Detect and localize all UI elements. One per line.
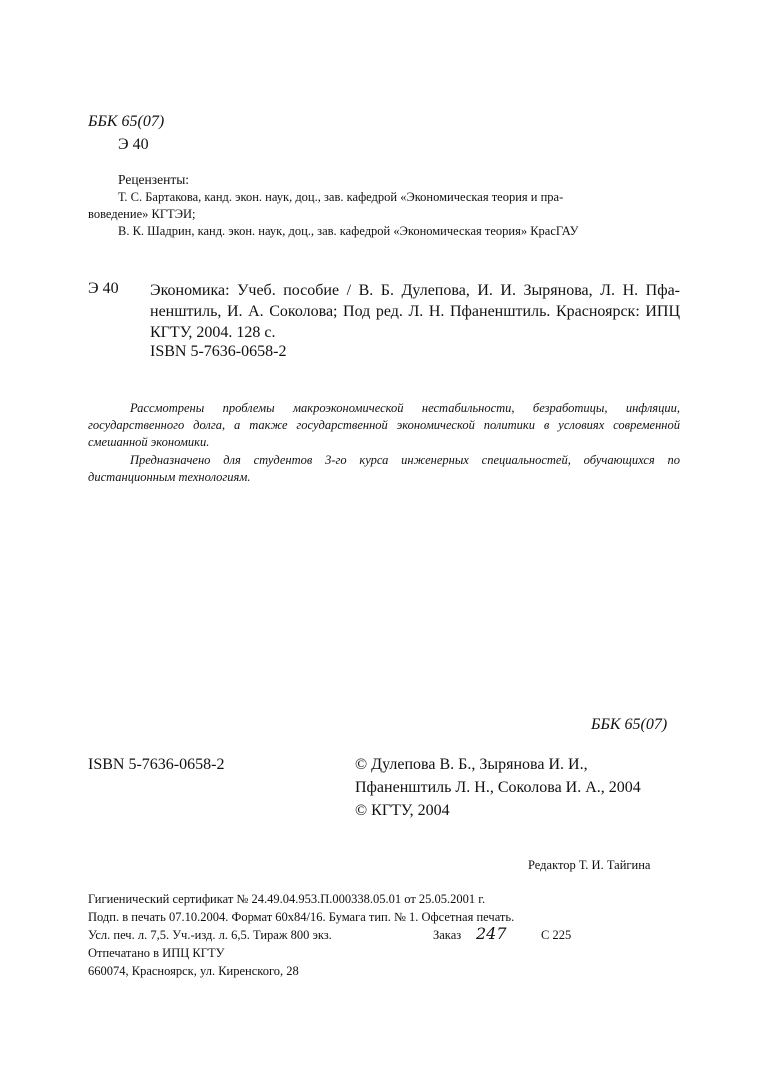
bibliographic-author-sign: Э 40 [88,280,119,297]
annotation-paragraph-1-text: Рассмотрены проблемы макроэкономической нестабильности, безработицы, инфляции, государственного долга, а также государственной экономической политики в условиях современной смешанной экономики. [88,401,680,449]
copyright-line-1: © Дулепова В. Б., Зырянова И. И., [355,756,588,773]
bibliographic-description: Экономика: Учеб. пособие / В. Б. Дулепова, И. И. Зырянова, Л. Н. Пфаненштиль, И. А. Соколова; Под ред. Л. Н. Пфаненштиль. Красноярск: ИПЦ КГТУ, 2004. 128 с. [150,282,680,341]
reviewer-1-line-2: воведение» КГТЭИ; [88,207,196,221]
author-sign-top: Э 40 [118,136,149,153]
reviewers-heading: Рецензенты: [118,172,190,187]
bibliographic-isbn: ISBN 5-7636-0658-2 [150,343,287,360]
annotation-paragraph-1 [88,400,680,451]
copyright-line-2: Пфаненштиль Л. Н., Соколова И. А., 2004 [355,779,641,796]
annotation-paragraph-2 [88,452,680,486]
copyright-line-3: © КГТУ, 2004 [355,802,450,819]
print-info: Подп. в печать 07.10.2004. Формат 60х84/16. Бумага тип. № 1. Офсетная печать. [88,910,515,924]
hygiene-certificate: Гигиенический сертификат № 24.49.04.953.П.000338.05.01 от 25.05.2001 г. [88,892,486,906]
reviewer-2: В. К. Шадрин, канд. экон. наук, доц., зав. кафедрой «Экономическая теория» КрасГАУ [118,224,579,238]
sheet-code: С 225 [541,928,572,942]
bbk-code-top: ББК 65(07) [88,113,165,130]
annotation-paragraph-2-text: Предназначено для студентов 3-го курса инженерных специальностей, обучающихся по дистанционным технологиям. [88,453,680,484]
order-number-handwritten: 247 [476,924,507,943]
sheets-info: Усл. печ. л. 7,5. Уч.-изд. л. 6,5. Тираж 800 экз. [88,928,332,942]
reviewer-1-line-1: Т. С. Бартакова, канд. экон. наук, доц., зав. кафедрой «Экономическая теория и пра- [118,190,564,204]
isbn-bottom: ISBN 5-7636-0658-2 [88,756,225,773]
editor-credit: Редактор Т. И. Тайгина [528,858,651,872]
printer-address: 660074, Красноярск, ул. Киренского, 28 [88,964,299,978]
order-label: Заказ [433,928,462,942]
bbk-code-bottom: ББК 65(07) [591,716,668,733]
printed-at: Отпечатано в ИПЦ КГТУ [88,946,225,960]
